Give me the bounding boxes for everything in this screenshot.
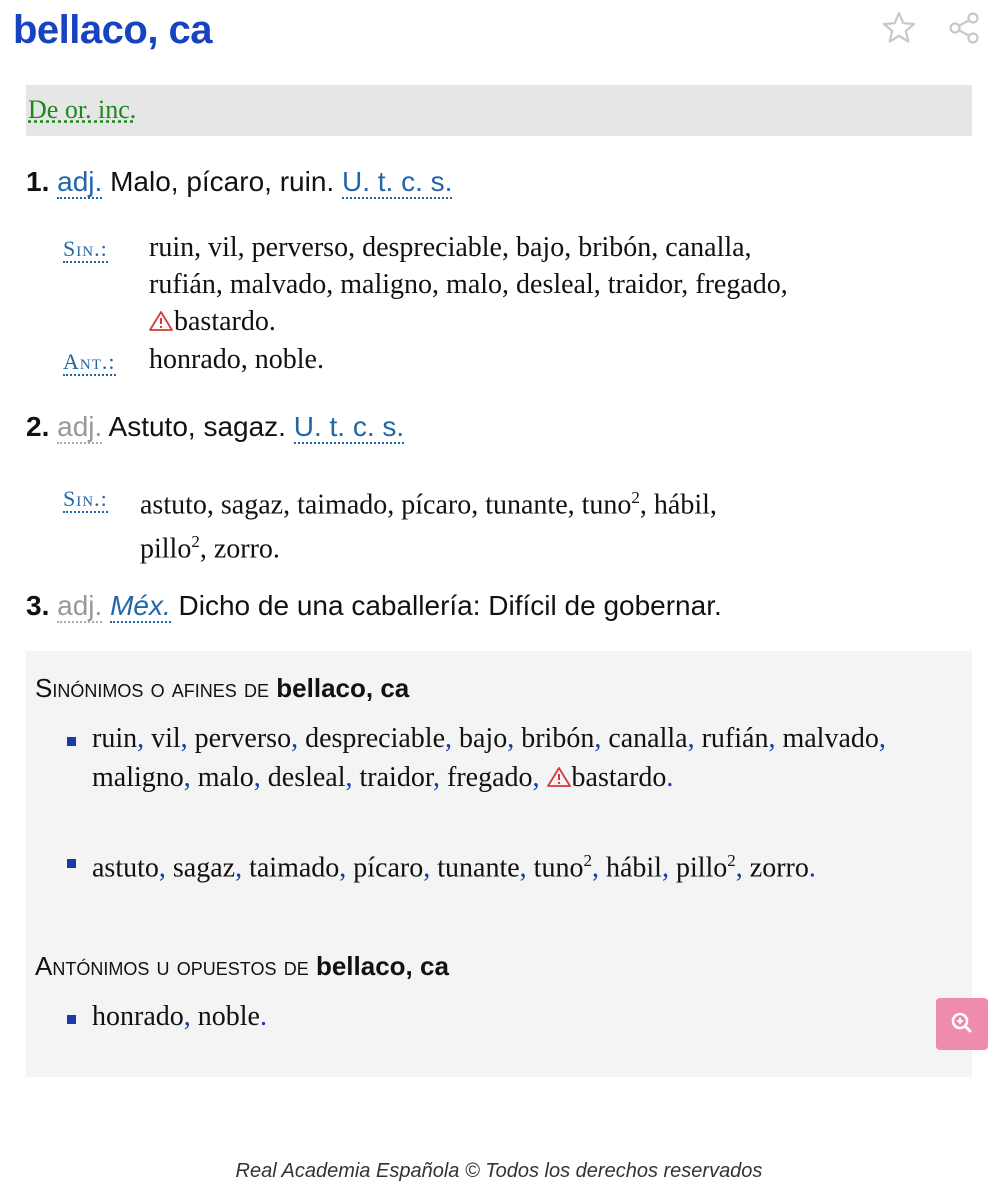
antonyms-label[interactable]: Ant.:	[63, 349, 116, 374]
word-link[interactable]: canalla	[608, 723, 688, 754]
list-bullet	[67, 859, 76, 868]
sense-2	[26, 411, 404, 443]
separator: .	[259, 1001, 267, 1032]
usage-abbr[interactable]: U. t. c. s.	[293, 411, 405, 442]
sense-3	[26, 590, 722, 622]
separator: ,	[507, 723, 515, 754]
word-link[interactable]: honrado	[92, 1001, 184, 1032]
word-link[interactable]: ruin	[92, 723, 138, 754]
definition-text: Malo, pícaro, ruin.	[110, 166, 335, 197]
antonyms-heading: Antónimos u opuestos de bellaco, ca	[35, 951, 449, 981]
word-link[interactable]: rufián	[701, 723, 769, 754]
separator: ,	[137, 723, 145, 754]
separator: ,	[768, 723, 776, 754]
usage-abbr[interactable]: U. t. c. s.	[341, 166, 453, 197]
word-link[interactable]: pícaro	[353, 852, 424, 884]
star-icon	[881, 10, 917, 46]
synonyms-line: ruin, vil, perverso, despreciable, bajo, bribón, canalla,	[149, 232, 752, 263]
synonyms-heading: Sinónimos o afines de bellaco, ca	[35, 673, 410, 703]
synonym-group-1	[92, 719, 972, 797]
synonyms-list	[149, 229, 989, 340]
warning-icon	[547, 766, 571, 788]
synonyms-label[interactable]: Sin.:	[63, 486, 108, 511]
word-link[interactable]: noble	[197, 1001, 260, 1032]
favorite-button[interactable]	[881, 10, 917, 46]
word-link[interactable]: despreciable	[305, 723, 445, 754]
word-link[interactable]: malo	[197, 762, 254, 793]
word-link[interactable]: bajo	[459, 723, 508, 754]
word-link[interactable]: tunante	[437, 852, 520, 884]
word-link[interactable]: fregado	[447, 762, 533, 793]
etymology-box	[26, 85, 972, 136]
separator: ,	[183, 762, 191, 793]
word-link[interactable]: perverso	[194, 723, 292, 754]
separator: ,	[158, 852, 166, 884]
word-link[interactable]: pillo	[675, 852, 728, 884]
separator: ,	[345, 762, 353, 793]
sense-1	[26, 166, 452, 198]
separator: ,	[735, 852, 743, 884]
synonym-word: bastardo.	[174, 306, 276, 337]
word-link[interactable]: malvado	[782, 723, 879, 754]
word-link[interactable]: maligno	[92, 762, 184, 793]
separator: ,	[183, 1001, 191, 1032]
word-link[interactable]: astuto	[92, 852, 159, 884]
synonyms-label[interactable]: Sin.:	[63, 236, 108, 261]
antonyms-list: honrado, noble.	[149, 344, 324, 375]
separator: ,	[339, 852, 347, 884]
word-link[interactable]: vil	[151, 723, 181, 754]
word-link[interactable]: traidor	[359, 762, 434, 793]
synonym-group-2	[92, 841, 972, 887]
zoom-in-icon	[936, 998, 988, 1050]
copyright-footer: Real Academia Española © Todos los derechos reservados	[235, 1160, 763, 1182]
homonym-number: 2	[583, 851, 592, 870]
separator: .	[666, 762, 674, 793]
homonym-number: 2	[727, 851, 736, 870]
word-link[interactable]: sagaz	[172, 852, 236, 884]
category-abbr[interactable]: adj.	[57, 166, 103, 197]
word-link[interactable]: taimado	[249, 852, 340, 884]
separator: ,	[594, 723, 602, 754]
zoom-button[interactable]	[936, 998, 988, 1050]
separator: ,	[532, 762, 540, 793]
separator: ,	[591, 852, 599, 884]
synonyms-line: pillo$^2$, zorro.	[140, 532, 280, 565]
warning-icon	[149, 310, 173, 332]
word-link[interactable]: bastardo	[571, 762, 667, 793]
separator: ,	[661, 852, 669, 884]
separator: ,	[253, 762, 261, 793]
synonyms-panel	[26, 651, 972, 1077]
region-abbr[interactable]: Méx.	[110, 590, 171, 621]
separator: ,	[235, 852, 243, 884]
synonyms-line-last	[149, 303, 989, 340]
sense-number: 1.	[26, 166, 50, 197]
separator: ,	[423, 852, 431, 884]
category-abbr[interactable]: adj.	[57, 411, 103, 442]
share-button[interactable]	[946, 10, 982, 46]
synonyms-line: astuto, sagaz, taimado, pícaro, tunante, tuno$^2$, hábil,	[140, 488, 717, 521]
list-bullet	[67, 1015, 76, 1024]
antonym-group	[92, 997, 972, 1036]
sense-number: 2.	[26, 411, 50, 442]
separator: ,	[687, 723, 695, 754]
list-bullet	[67, 737, 76, 746]
share-icon	[946, 10, 982, 46]
separator: ,	[445, 723, 452, 754]
word-link[interactable]: zorro	[749, 852, 809, 884]
synonyms-list	[140, 479, 990, 568]
word-link[interactable]: bribón	[521, 723, 595, 754]
separator: ,	[433, 762, 441, 793]
synonyms-line: rufián, malvado, maligno, malo, desleal, traidor, fregado,	[149, 269, 788, 300]
category-abbr[interactable]: adj.	[57, 590, 103, 621]
separator: .	[808, 852, 816, 884]
word-link[interactable]: hábil	[605, 852, 662, 884]
separator: ,	[291, 723, 299, 754]
separator: ,	[878, 723, 886, 754]
etymology-link[interactable]: De or. inc.	[28, 95, 137, 124]
separator: ,	[180, 723, 188, 754]
sense-number: 3.	[26, 590, 50, 621]
definition-text: Dicho de una caballería: Difícil de gobernar.	[178, 590, 722, 621]
definition-text: Astuto, sagaz.	[108, 411, 286, 442]
word-link[interactable]: tuno	[533, 852, 584, 884]
entry-title: bellaco, ca	[13, 8, 213, 52]
word-link[interactable]: desleal	[267, 762, 346, 793]
separator: ,	[519, 852, 527, 884]
